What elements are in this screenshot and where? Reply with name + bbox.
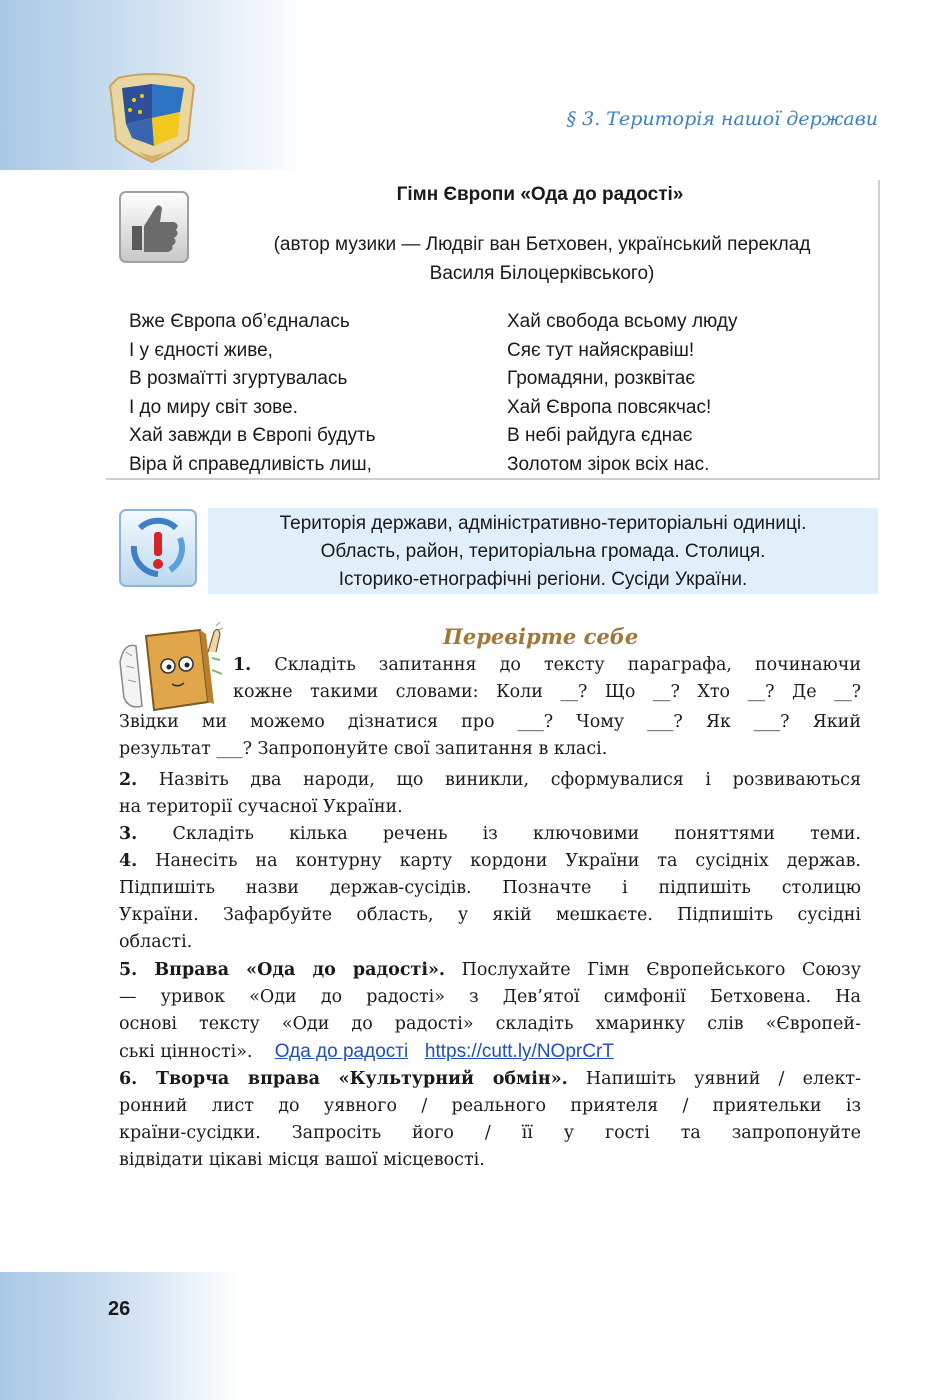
verse-line: Золотом зірок всіх нас. (507, 453, 710, 475)
question-6-line (119, 1093, 861, 1120)
question-5-line (119, 984, 861, 1011)
key-concepts-line: Область, район, територіальна громада. Столиця. (320, 541, 766, 562)
verse-line: В небі райдуга єднає (507, 425, 693, 446)
thumbs-up-icon (118, 190, 190, 264)
question-2-line (119, 794, 861, 821)
hymn-subtitle-line: Василя Білоцерківського) (429, 263, 655, 284)
verse-line: І до миру світ зове. (129, 396, 298, 418)
hymn-title: Гімн Європи «Ода до радості» (396, 184, 684, 205)
verse-line: Громадяни, розквітає (507, 368, 696, 389)
key-concepts-line: Історико-етнографічні регіони. Сусіди України. (338, 569, 748, 590)
question-text: країни-сусідки. Запросіть його / її у гості та запропонуйте (119, 1123, 861, 1143)
question-6-line (119, 1147, 861, 1174)
question-5-line (119, 1038, 861, 1066)
eu-ukraine-puzzle-emblem-icon (104, 68, 200, 164)
verse-line: Вже Європа об’єдналась (129, 311, 350, 332)
book-character-icon (116, 622, 224, 714)
verse-line: В розмаїтті згуртувалась (129, 368, 348, 389)
hymn-verse-right (507, 308, 737, 479)
question-4-line (119, 902, 861, 929)
verse-line: І у єдності живе, (129, 339, 273, 361)
question-text: Підпишіть назви держав-сусідів. Позначте і підпишіть столицю (119, 878, 861, 898)
question-text: основі тексту «Оди до радості» складіть хмаринку слів «Європей- (119, 1014, 861, 1034)
question-text: на території сучасної України. (119, 797, 403, 817)
key-concepts-text (208, 510, 878, 594)
check-yourself-title: Перевірте себе (443, 624, 639, 649)
verse-line: Хай завжди в Європі будуть (129, 425, 376, 446)
cutt-ly-link[interactable]: https://cutt.ly/NOprCrT (424, 1041, 614, 1062)
question-heading: 6. Творча вправа «Культурний обмін». (119, 1069, 568, 1089)
question-text: Складіть кілька речень із ключовими поняттями теми. (172, 824, 861, 844)
question-4-line (119, 929, 861, 956)
question-text: Складіть запитання до тексту параграфа, починаючи (274, 655, 861, 675)
question-text: України. Зафарбуйте область, у якій мешкаєте. Підпишіть сусідні (119, 905, 861, 925)
question-4-line (119, 875, 861, 902)
question-6-line (119, 1066, 861, 1093)
question-5-line (119, 957, 861, 984)
section-title: § 3. Територія нашої держави (566, 108, 878, 130)
verse-line: Хай свобода всьому люду (507, 311, 738, 332)
exclamation-arrows-icon (118, 508, 198, 588)
ode-to-joy-link[interactable]: Ода до радості (274, 1041, 409, 1062)
question-text: кожне такими словами: Коли __? Що __? Хто __? Де __? (233, 682, 861, 702)
question-text: Послухайте Гімн Європейського Союзу (461, 960, 861, 980)
hymn-subtitle (222, 230, 862, 288)
verse-line: Сяє тут найяскравіш! (507, 339, 695, 361)
question-text: Звідки ми можемо дізнатися про ___? Чому ___? Як ___? Який (119, 712, 861, 732)
question-4-line (119, 848, 861, 875)
question-heading: 5. Вправа «Ода до радості». (119, 960, 445, 980)
question-text: Нанесіть на контурну карту кордони України та сусідніх держав. (155, 851, 861, 871)
verse-line: Хай Європа повсякчас! (507, 396, 712, 418)
question-number: 3. (119, 824, 138, 844)
question-text: Напишіть уявний / елект- (585, 1069, 861, 1089)
question-1-line (233, 679, 861, 706)
question-text: відвідати цікаві місця вашої місцевості. (119, 1150, 485, 1170)
question-text: ські цінності». (119, 1042, 253, 1062)
verse-line: Віра й справедливість лиш, (129, 453, 372, 475)
question-text: — уривок «Оди до радості» з Дев’ятої симфонії Бетховена. На (119, 987, 861, 1007)
question-number: 4. (119, 851, 138, 871)
footer-gradient (0, 1272, 240, 1400)
question-3-line (119, 821, 861, 848)
question-text: Назвіть два народи, що виникли, сформувалися і розвиваються (158, 770, 861, 790)
question-number: 1. (233, 655, 252, 675)
hymn-verse-left (129, 308, 376, 479)
page-number: 26 (108, 1298, 131, 1320)
question-text: ронний лист до уявного / реального приятеля / приятельки із (119, 1096, 861, 1116)
question-1-line (119, 709, 861, 736)
key-concepts-line: Територія держави, адміністративно-територіальні одиниці. (279, 513, 807, 534)
question-text: результат ___? Запропонуйте свої запитання в класі. (119, 739, 608, 759)
question-6-line (119, 1120, 861, 1147)
hymn-subtitle-line: (автор музики — Людвіг ван Бетховен, український переклад (273, 234, 811, 255)
question-number: 2. (119, 770, 138, 790)
question-5-line (119, 1011, 861, 1038)
question-2-line (119, 767, 861, 794)
question-text: області. (119, 932, 193, 952)
question-1-line (119, 736, 861, 763)
question-1-line (233, 652, 861, 679)
